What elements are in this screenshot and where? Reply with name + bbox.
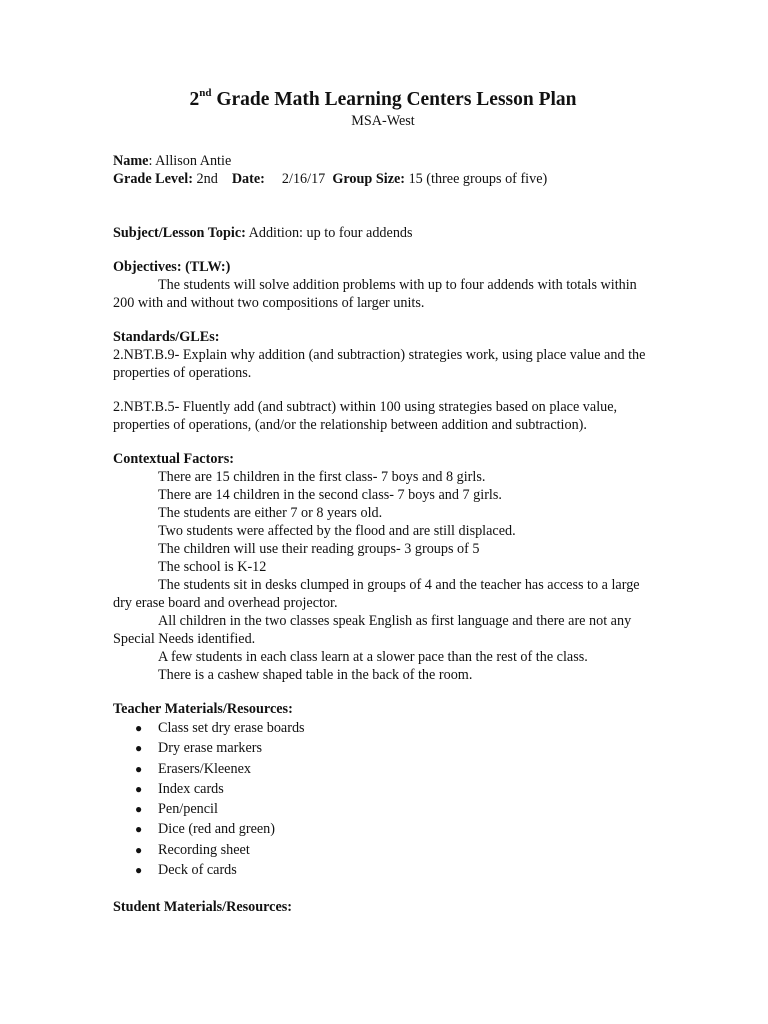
- contextual-item: There are 15 children in the first class- 7 boys and 8 girls.: [158, 469, 486, 485]
- objectives-text: The students will solve addition problems with up to four addends with totals within 200 with and without two compositions of larger units.: [113, 277, 637, 311]
- page-subtitle: MSA-West: [351, 113, 415, 129]
- bullet-icon: ●: [135, 802, 143, 817]
- list-item: [113, 840, 653, 860]
- list-item: [113, 860, 653, 880]
- teacher-materials-list: [113, 718, 653, 880]
- bullet-icon: ●: [135, 721, 143, 735]
- topic-value: Addition: up to four addends: [245, 225, 413, 241]
- topic-line: [113, 224, 653, 242]
- date-value: 2/16/17: [281, 171, 326, 187]
- list-item: [113, 718, 653, 738]
- standards-heading: Standards/GLEs:: [113, 329, 220, 345]
- bullet-icon: ●: [135, 761, 143, 776]
- list-item-text: Deck of cards: [158, 862, 237, 879]
- bullet-icon: ●: [135, 741, 143, 756]
- list-item: [113, 779, 653, 799]
- contextual-item: All children in the two classes speak English as first language and there are not any Special Needs identified.: [113, 613, 632, 647]
- lesson-plan: [113, 88, 653, 916]
- list-item-text: Dice (red and green): [158, 821, 275, 838]
- list-item-text: Erasers/Kleenex: [158, 760, 251, 777]
- list-item: [113, 759, 653, 779]
- grade-value: 2nd: [192, 171, 218, 187]
- name-value: : Allison Antie: [148, 153, 232, 169]
- objectives-heading: Objectives: (TLW:): [113, 259, 231, 275]
- list-item: [113, 799, 653, 819]
- contextual-item: The children will use their reading groups- 3 groups of 5: [158, 541, 480, 557]
- contextual-item: The students are either 7 or 8 years old.: [158, 505, 383, 521]
- title-superscript: nd: [199, 86, 212, 99]
- list-item-text: Recording sheet: [158, 841, 250, 858]
- bullet-icon: ●: [135, 781, 143, 796]
- contextual-item: A few students in each class learn at a slower pace than the rest of the class.: [158, 649, 588, 665]
- list-item-text: Dry erase markers: [158, 740, 262, 757]
- grade-label: Grade Level:: [113, 171, 193, 187]
- contextual-item: The students sit in desks clumped in groups of 4 and the teacher has access to a large dry erase board and overhead projector.: [113, 577, 640, 611]
- name-label: Name: [113, 153, 149, 169]
- date-label: Date:: [231, 171, 265, 187]
- bullet-icon: ●: [135, 822, 143, 837]
- bullet-icon: ●: [135, 842, 143, 857]
- contextual-item: The school is K-12: [158, 559, 267, 575]
- standard-item: 2.NBT.B.9- Explain why addition (and subtraction) strategies work, using place value and the properties of operations.: [113, 347, 646, 381]
- grade-line: [113, 170, 653, 188]
- topic-label: Subject/Lesson Topic:: [113, 225, 246, 241]
- list-item-text: Class set dry erase boards: [158, 720, 305, 736]
- name-line: [113, 152, 653, 170]
- title-prefix: 2: [189, 89, 200, 110]
- bullet-icon: ●: [135, 863, 143, 878]
- title-rest: Grade Math Learning Centers Lesson Plan: [211, 89, 577, 110]
- page-title: [113, 88, 653, 112]
- contextual-item: There are 14 children in the second class- 7 boys and 7 girls.: [158, 487, 502, 503]
- list-item: [113, 738, 653, 758]
- list-item-text: Index cards: [158, 780, 224, 797]
- teacher-materials-heading: Teacher Materials/Resources:: [113, 701, 293, 717]
- contextual-factors-heading: Contextual Factors:: [113, 451, 234, 467]
- group-size-value: 15 (three groups of five): [405, 171, 548, 187]
- standard-item: 2.NBT.B.5- Fluently add (and subtract) within 100 using strategies based on place value, properties of operations, (and/or the relationship between addition and subtraction).: [113, 399, 618, 433]
- group-size-label: Group Size:: [332, 171, 406, 187]
- student-materials-heading: Student Materials/Resources:: [113, 899, 293, 916]
- contextual-item: There is a cashew shaped table in the back of the room.: [158, 667, 473, 683]
- list-item: [113, 819, 653, 839]
- list-item-text: Pen/pencil: [158, 801, 218, 818]
- contextual-item: Two students were affected by the flood and are still displaced.: [158, 523, 516, 539]
